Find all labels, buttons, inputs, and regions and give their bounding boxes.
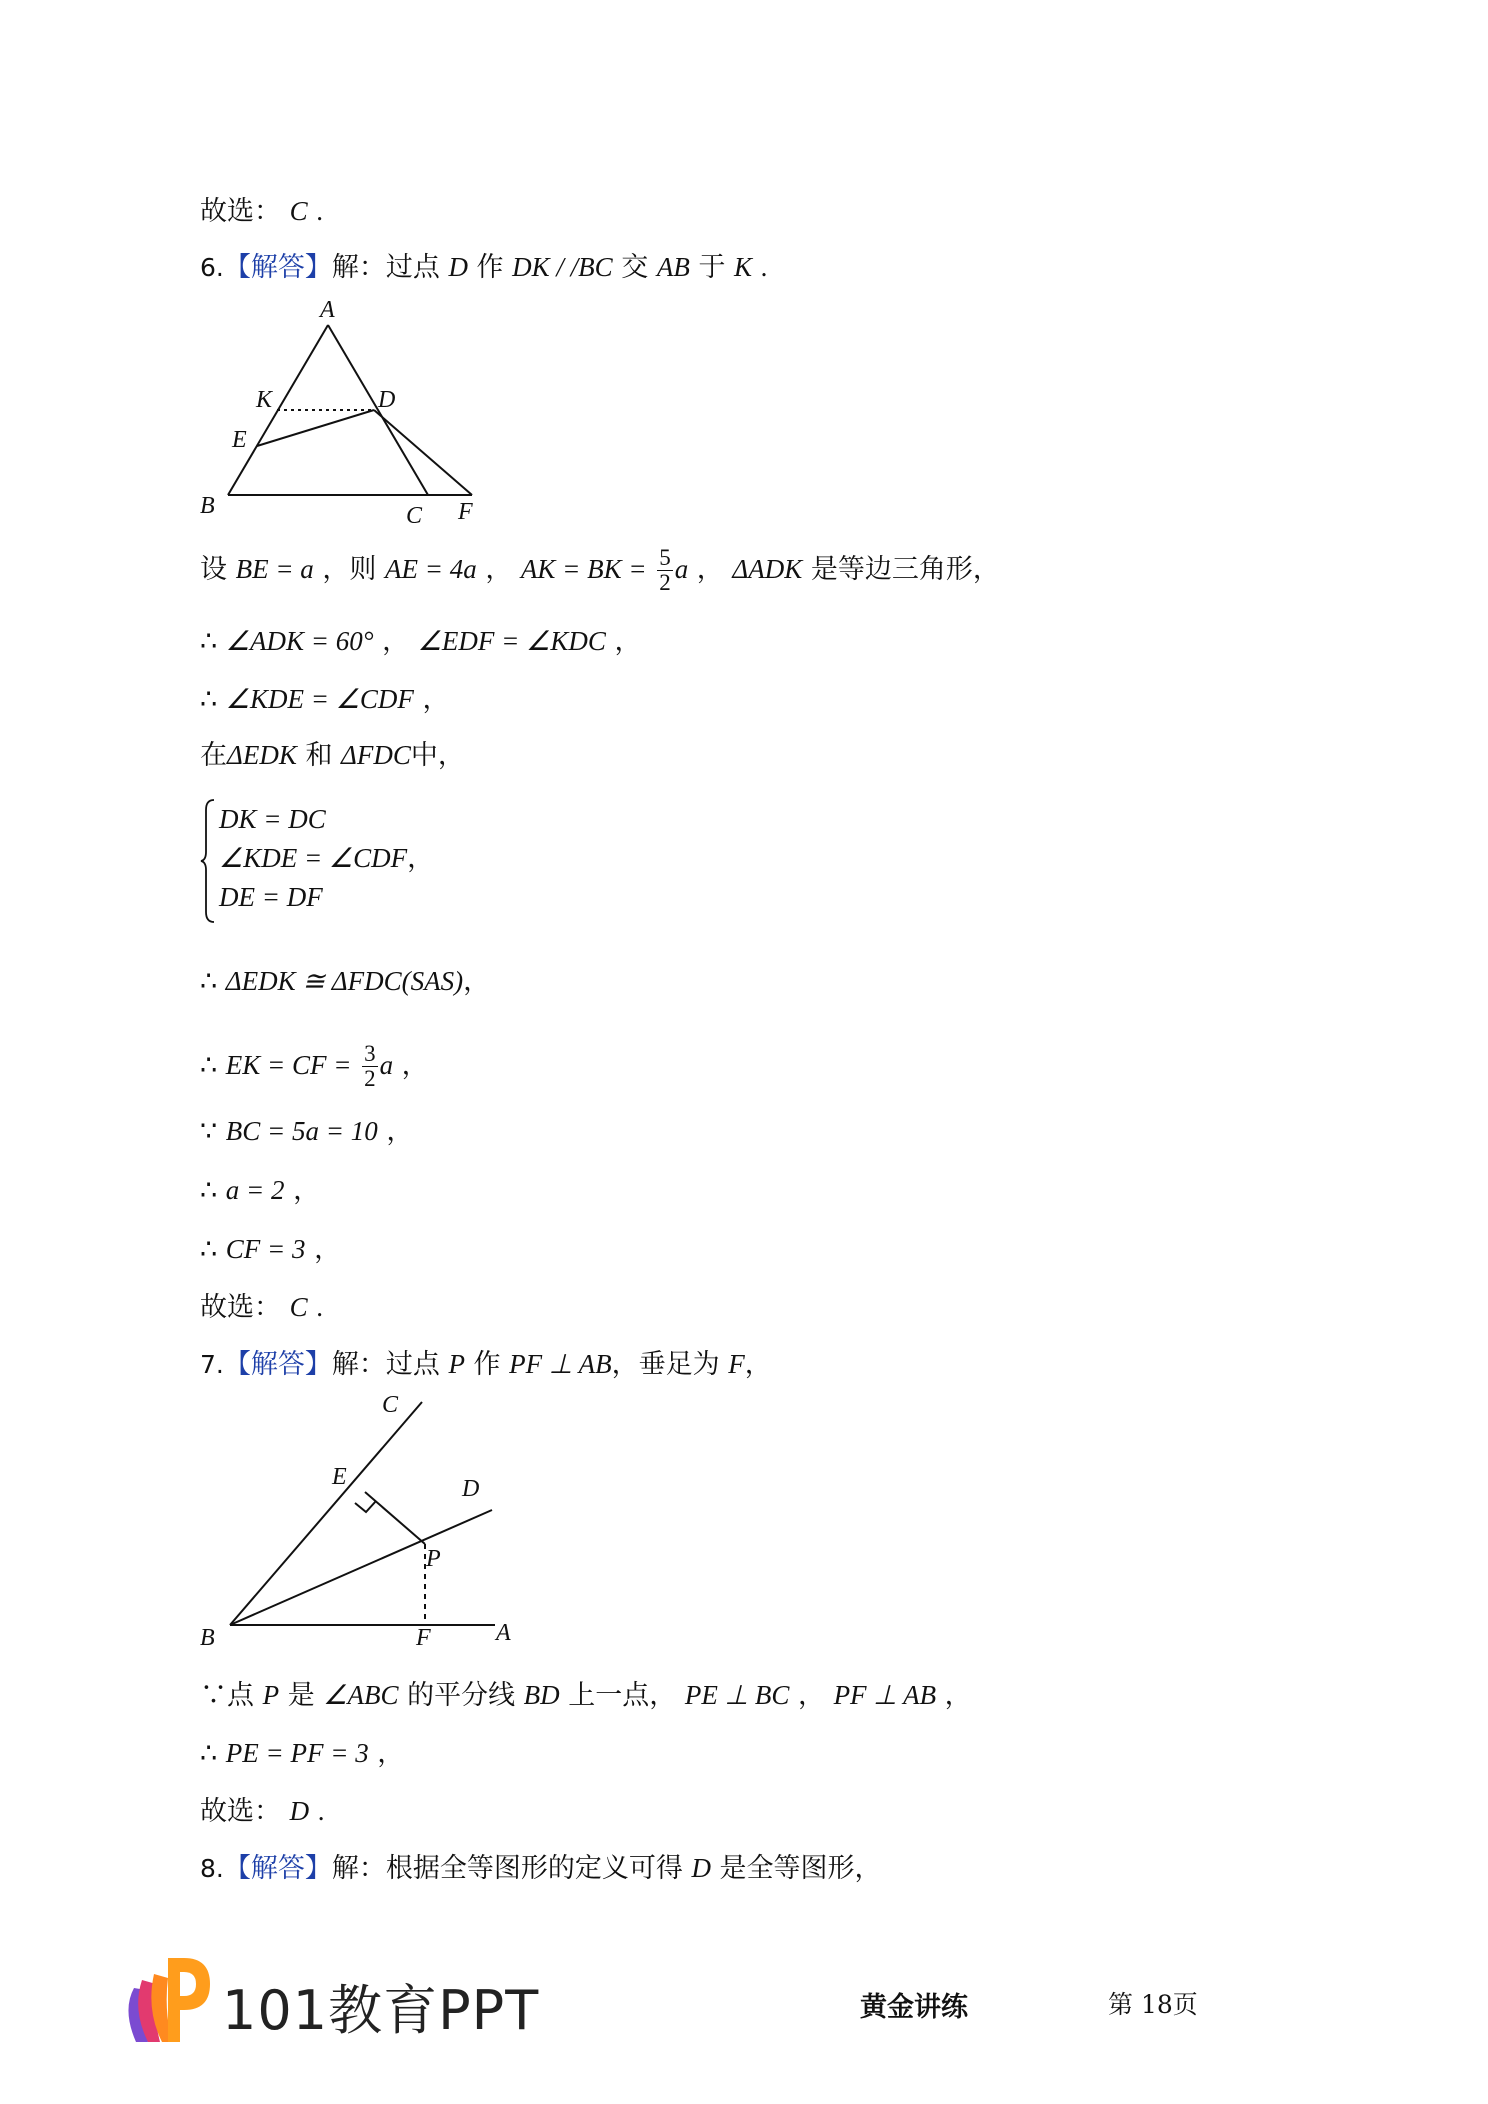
- math: a: [674, 554, 689, 584]
- math: DK / /BC: [512, 252, 613, 282]
- ray-bc: [230, 1402, 422, 1625]
- step-bisector: [200, 1678, 972, 1713]
- label-a: A: [496, 1620, 511, 1646]
- solution-tag: 【解答】: [223, 1349, 332, 1380]
- text: 和: [305, 740, 333, 771]
- math: a: [379, 1050, 394, 1080]
- right-angle-mark: [355, 1501, 376, 1512]
- text: .: [316, 196, 323, 226]
- math: P: [262, 1680, 280, 1710]
- text: 故选：: [200, 1292, 281, 1323]
- math: ∠KDE = ∠CDF: [219, 843, 408, 873]
- brand-name: 101教育PPT: [222, 1979, 540, 2042]
- math: K: [734, 252, 753, 282]
- text: 作: [473, 1349, 501, 1380]
- math: D: [289, 1796, 310, 1826]
- system-row-2: [219, 841, 434, 875]
- text: ，: [386, 1116, 414, 1147]
- text: ，: [407, 843, 435, 873]
- math: PE ⊥ BC: [684, 1680, 790, 1710]
- label-c: C: [382, 1392, 399, 1418]
- text: 上一点，: [568, 1680, 677, 1711]
- text: 中，: [410, 740, 465, 771]
- math: ΔEDK ≅ ΔFDC(SAS): [225, 966, 464, 996]
- fraction: [657, 546, 673, 595]
- text: 故选：: [200, 196, 281, 227]
- step-bc: [200, 1114, 413, 1149]
- label-d: D: [378, 387, 396, 413]
- step-ek-cf: [200, 1042, 429, 1091]
- question-number: 6.: [200, 253, 224, 282]
- numerator: 3: [364, 1041, 376, 1066]
- question-number: 7.: [200, 1350, 224, 1379]
- math: ∠ABC: [323, 1680, 399, 1710]
- answer-line-7: [200, 1794, 324, 1829]
- label-b: B: [200, 1625, 215, 1651]
- step-congruent: [200, 964, 490, 999]
- math: PF ⊥ AB: [833, 1680, 937, 1710]
- text: ，: [614, 626, 642, 657]
- text: ，: [377, 1738, 405, 1769]
- step-cf: [200, 1232, 341, 1267]
- segment-df: [374, 410, 472, 495]
- text: ，: [382, 626, 410, 657]
- math: EK = CF =: [225, 1050, 352, 1080]
- figure-angle-bisector: [190, 1390, 530, 1660]
- system-row-3: DE = DF: [219, 882, 323, 912]
- ray-bd: [230, 1510, 492, 1625]
- text: 故选：: [200, 1796, 281, 1827]
- math: ∠KDE = ∠CDF: [225, 684, 414, 714]
- math: PE = PF = 3: [225, 1738, 369, 1768]
- solution-tag: 【解答】: [223, 252, 332, 283]
- math: C: [289, 1292, 308, 1322]
- math: D: [448, 252, 468, 282]
- text: 解：过点: [331, 252, 440, 283]
- therefore-symbol: ∴: [200, 1738, 218, 1768]
- step-angle-kde: [200, 682, 450, 717]
- text: 于: [698, 252, 726, 283]
- text: ，则: [322, 554, 377, 585]
- math: C: [289, 196, 308, 226]
- therefore-symbol: ∴: [200, 1175, 218, 1205]
- step-let-be: [200, 546, 1000, 595]
- text: ，: [744, 1349, 772, 1380]
- math: BC = 5a = 10: [225, 1116, 378, 1146]
- step-angle-adk: [200, 624, 641, 659]
- text: ，垂足为: [611, 1349, 720, 1380]
- text: ，: [944, 1680, 972, 1711]
- text: 的平分线: [407, 1680, 516, 1711]
- text: 作: [476, 252, 504, 283]
- math: CF = 3: [225, 1234, 306, 1264]
- math: AE = 4a: [385, 554, 477, 584]
- math: BE = a: [235, 554, 314, 584]
- math: AB: [656, 252, 690, 282]
- label-c: C: [406, 503, 423, 529]
- therefore-symbol: ∴: [200, 966, 218, 996]
- text: ，: [797, 1680, 825, 1711]
- label-a: A: [320, 297, 335, 323]
- therefore-symbol: ∴: [200, 1050, 218, 1080]
- text: ，: [401, 1050, 429, 1081]
- text: .: [317, 1796, 325, 1826]
- figure-triangle-abc: [190, 295, 500, 535]
- text: ，: [485, 554, 513, 585]
- label-f: F: [458, 499, 473, 525]
- text: ，: [463, 966, 491, 997]
- text: 交: [621, 252, 649, 283]
- math: BD: [523, 1680, 560, 1710]
- text: 设: [200, 554, 227, 585]
- label-e: E: [232, 427, 247, 453]
- label-k: K: [256, 387, 273, 413]
- step-a: [200, 1173, 320, 1208]
- text: ∵点: [200, 1680, 254, 1710]
- numerator: 5: [659, 545, 671, 570]
- label-b: B: [200, 493, 215, 519]
- fraction: [362, 1042, 378, 1091]
- text: 解：过点: [331, 1349, 440, 1380]
- math: AK = BK =: [520, 554, 647, 584]
- solution-8-header: [200, 1851, 882, 1886]
- math: P: [448, 1349, 465, 1379]
- denominator: 2: [659, 570, 671, 595]
- answer-line-6: [200, 1290, 323, 1325]
- text: 是全等图形，: [719, 1853, 882, 1884]
- math: a = 2: [225, 1175, 285, 1205]
- math: F: [728, 1349, 745, 1379]
- answer-line-5: [200, 194, 323, 229]
- text: 是等边三角形，: [810, 554, 1000, 585]
- text: .: [316, 1292, 323, 1322]
- solution-6-header: [200, 250, 767, 285]
- label-e: E: [332, 1464, 347, 1490]
- solution-7-header: [200, 1347, 772, 1382]
- math: ΔEDK: [227, 740, 297, 770]
- math: D: [691, 1853, 711, 1883]
- solution-tag: 【解答】: [223, 1853, 332, 1884]
- text: ，: [314, 1234, 342, 1265]
- therefore-symbol: ∴: [200, 684, 218, 714]
- math: ∠EDF = ∠KDC: [417, 626, 606, 656]
- text: 解：根据全等图形的定义可得: [331, 1853, 683, 1884]
- math: PF ⊥ AB: [509, 1349, 612, 1379]
- math: ∠ADK = 60°: [225, 626, 374, 656]
- step-pe-pf: [200, 1736, 404, 1771]
- segment-pe: [365, 1492, 425, 1544]
- system-row-1: DK = DC: [219, 804, 326, 834]
- math: ΔFDC: [341, 740, 411, 770]
- label-d: D: [462, 1476, 480, 1502]
- label-p: P: [426, 1546, 441, 1572]
- step-in-triangles: [200, 738, 465, 773]
- text: 是: [287, 1680, 315, 1711]
- therefore-symbol: ∴: [200, 1234, 218, 1264]
- series-name: 黄金讲练: [860, 1992, 968, 2023]
- text: ，: [696, 554, 724, 585]
- text: ，: [293, 1175, 321, 1206]
- math: ΔADK: [732, 554, 803, 584]
- question-number: 8.: [200, 1854, 224, 1883]
- page-number: 第 18页: [1108, 1990, 1198, 2019]
- text: 在: [200, 740, 227, 771]
- because-symbol: ∵: [200, 1116, 218, 1146]
- brand-logo-icon: [112, 1950, 216, 2048]
- denominator: 2: [364, 1066, 376, 1091]
- text: ，: [422, 684, 450, 715]
- therefore-symbol: ∴: [200, 626, 218, 656]
- label-f: F: [416, 1625, 431, 1651]
- text: .: [760, 252, 768, 282]
